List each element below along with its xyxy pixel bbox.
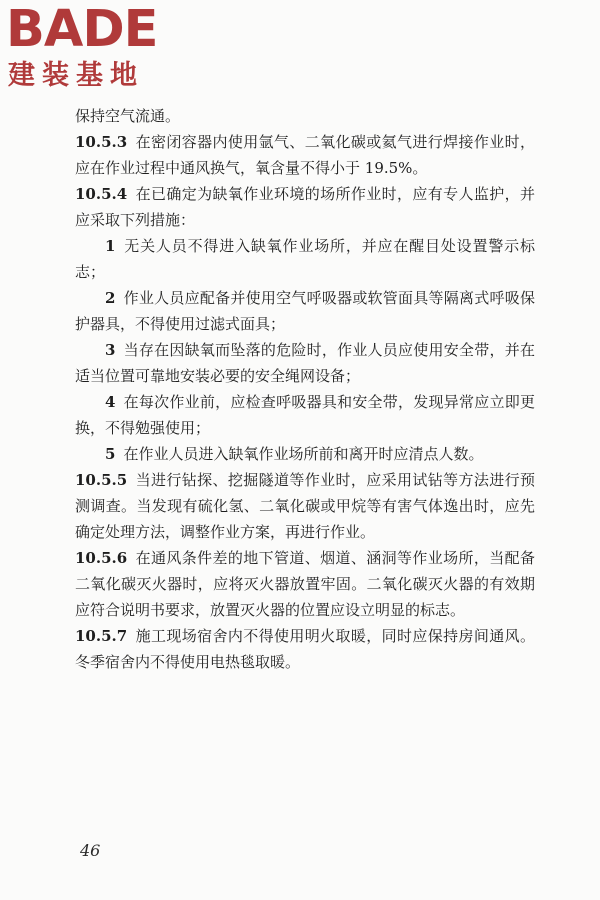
- item-number: 4: [105, 393, 116, 411]
- list-item-4: [75, 389, 535, 441]
- clause-number: 10.5.3: [75, 133, 128, 151]
- clause-10-5-7: [75, 623, 535, 675]
- paragraph-text: 保持空气流通。: [75, 107, 181, 125]
- clause-text: 在已确定为缺氧作业环境的场所作业时，应有专人监护，并应采取下列措施：: [75, 185, 535, 229]
- logo-subtitle: 建装基地: [8, 60, 144, 91]
- clause-10-5-4: [75, 181, 535, 233]
- clause-10-5-5: [75, 467, 535, 545]
- list-item-2: [75, 285, 535, 337]
- page-number: 46: [80, 841, 101, 860]
- clause-10-5-6: [75, 545, 535, 623]
- clause-text: 施工现场宿舍内不得使用明火取暖，同时应保持房间通风。冬季宿舍内不得使用电热毯取暖。: [75, 627, 535, 671]
- item-number: 2: [105, 289, 116, 307]
- item-number: 3: [105, 341, 116, 359]
- clause-number: 10.5.6: [75, 549, 128, 567]
- item-text: 当存在因缺氧而坠落的危险时，作业人员应使用安全带，并在适当位置可靠地安装必要的安全绳网设备；: [75, 341, 535, 385]
- item-text: 无关人员不得进入缺氧作业场所，并应在醒目处设置警示标志；: [75, 237, 535, 281]
- item-text: 作业人员应配备并使用空气呼吸器或软管面具等隔离式呼吸保护器具，不得使用过滤式面具；: [75, 289, 535, 333]
- item-text: 在作业人员进入缺氧作业场所前和离开时应清点人数。: [123, 445, 484, 463]
- clause-text: 在通风条件差的地下管道、烟道、涵洞等作业场所，当配备二氧化碳灭火器时，应将灭火器放置牢固。二氧化碳灭火器的有效期应符合说明书要求，放置灭火器的位置应设立明显的标志。: [75, 549, 535, 619]
- document-body: [75, 103, 535, 675]
- list-item-1: [75, 233, 535, 285]
- clause-number: 10.5.4: [75, 185, 128, 203]
- bade-logo: [6, 2, 182, 98]
- item-number: 1: [105, 237, 116, 255]
- list-item-5: [75, 441, 535, 467]
- item-number: 5: [105, 445, 116, 463]
- logo-mark: BADE: [6, 0, 158, 59]
- clause-text: 当进行钻探、挖掘隧道等作业时，应采用试钻等方法进行预测调查。当发现有硫化氢、二氧化碳或甲烷等有害气体逸出时，应先确定处理方法，调整作业方案，再进行作业。: [75, 471, 535, 541]
- list-item-3: [75, 337, 535, 389]
- clause-number: 10.5.7: [75, 627, 128, 645]
- clause-10-5-3: [75, 129, 535, 181]
- paragraph-continuation: [75, 103, 535, 129]
- clause-number: 10.5.5: [75, 471, 128, 489]
- clause-text: 在密闭容器内使用氩气、二氧化碳或氦气进行焊接作业时，应在作业过程中通风换气，氧含量不得小于 19.5%。: [75, 133, 535, 177]
- item-text: 在每次作业前，应检查呼吸器具和安全带，发现异常应立即更换，不得勉强使用；: [75, 393, 535, 437]
